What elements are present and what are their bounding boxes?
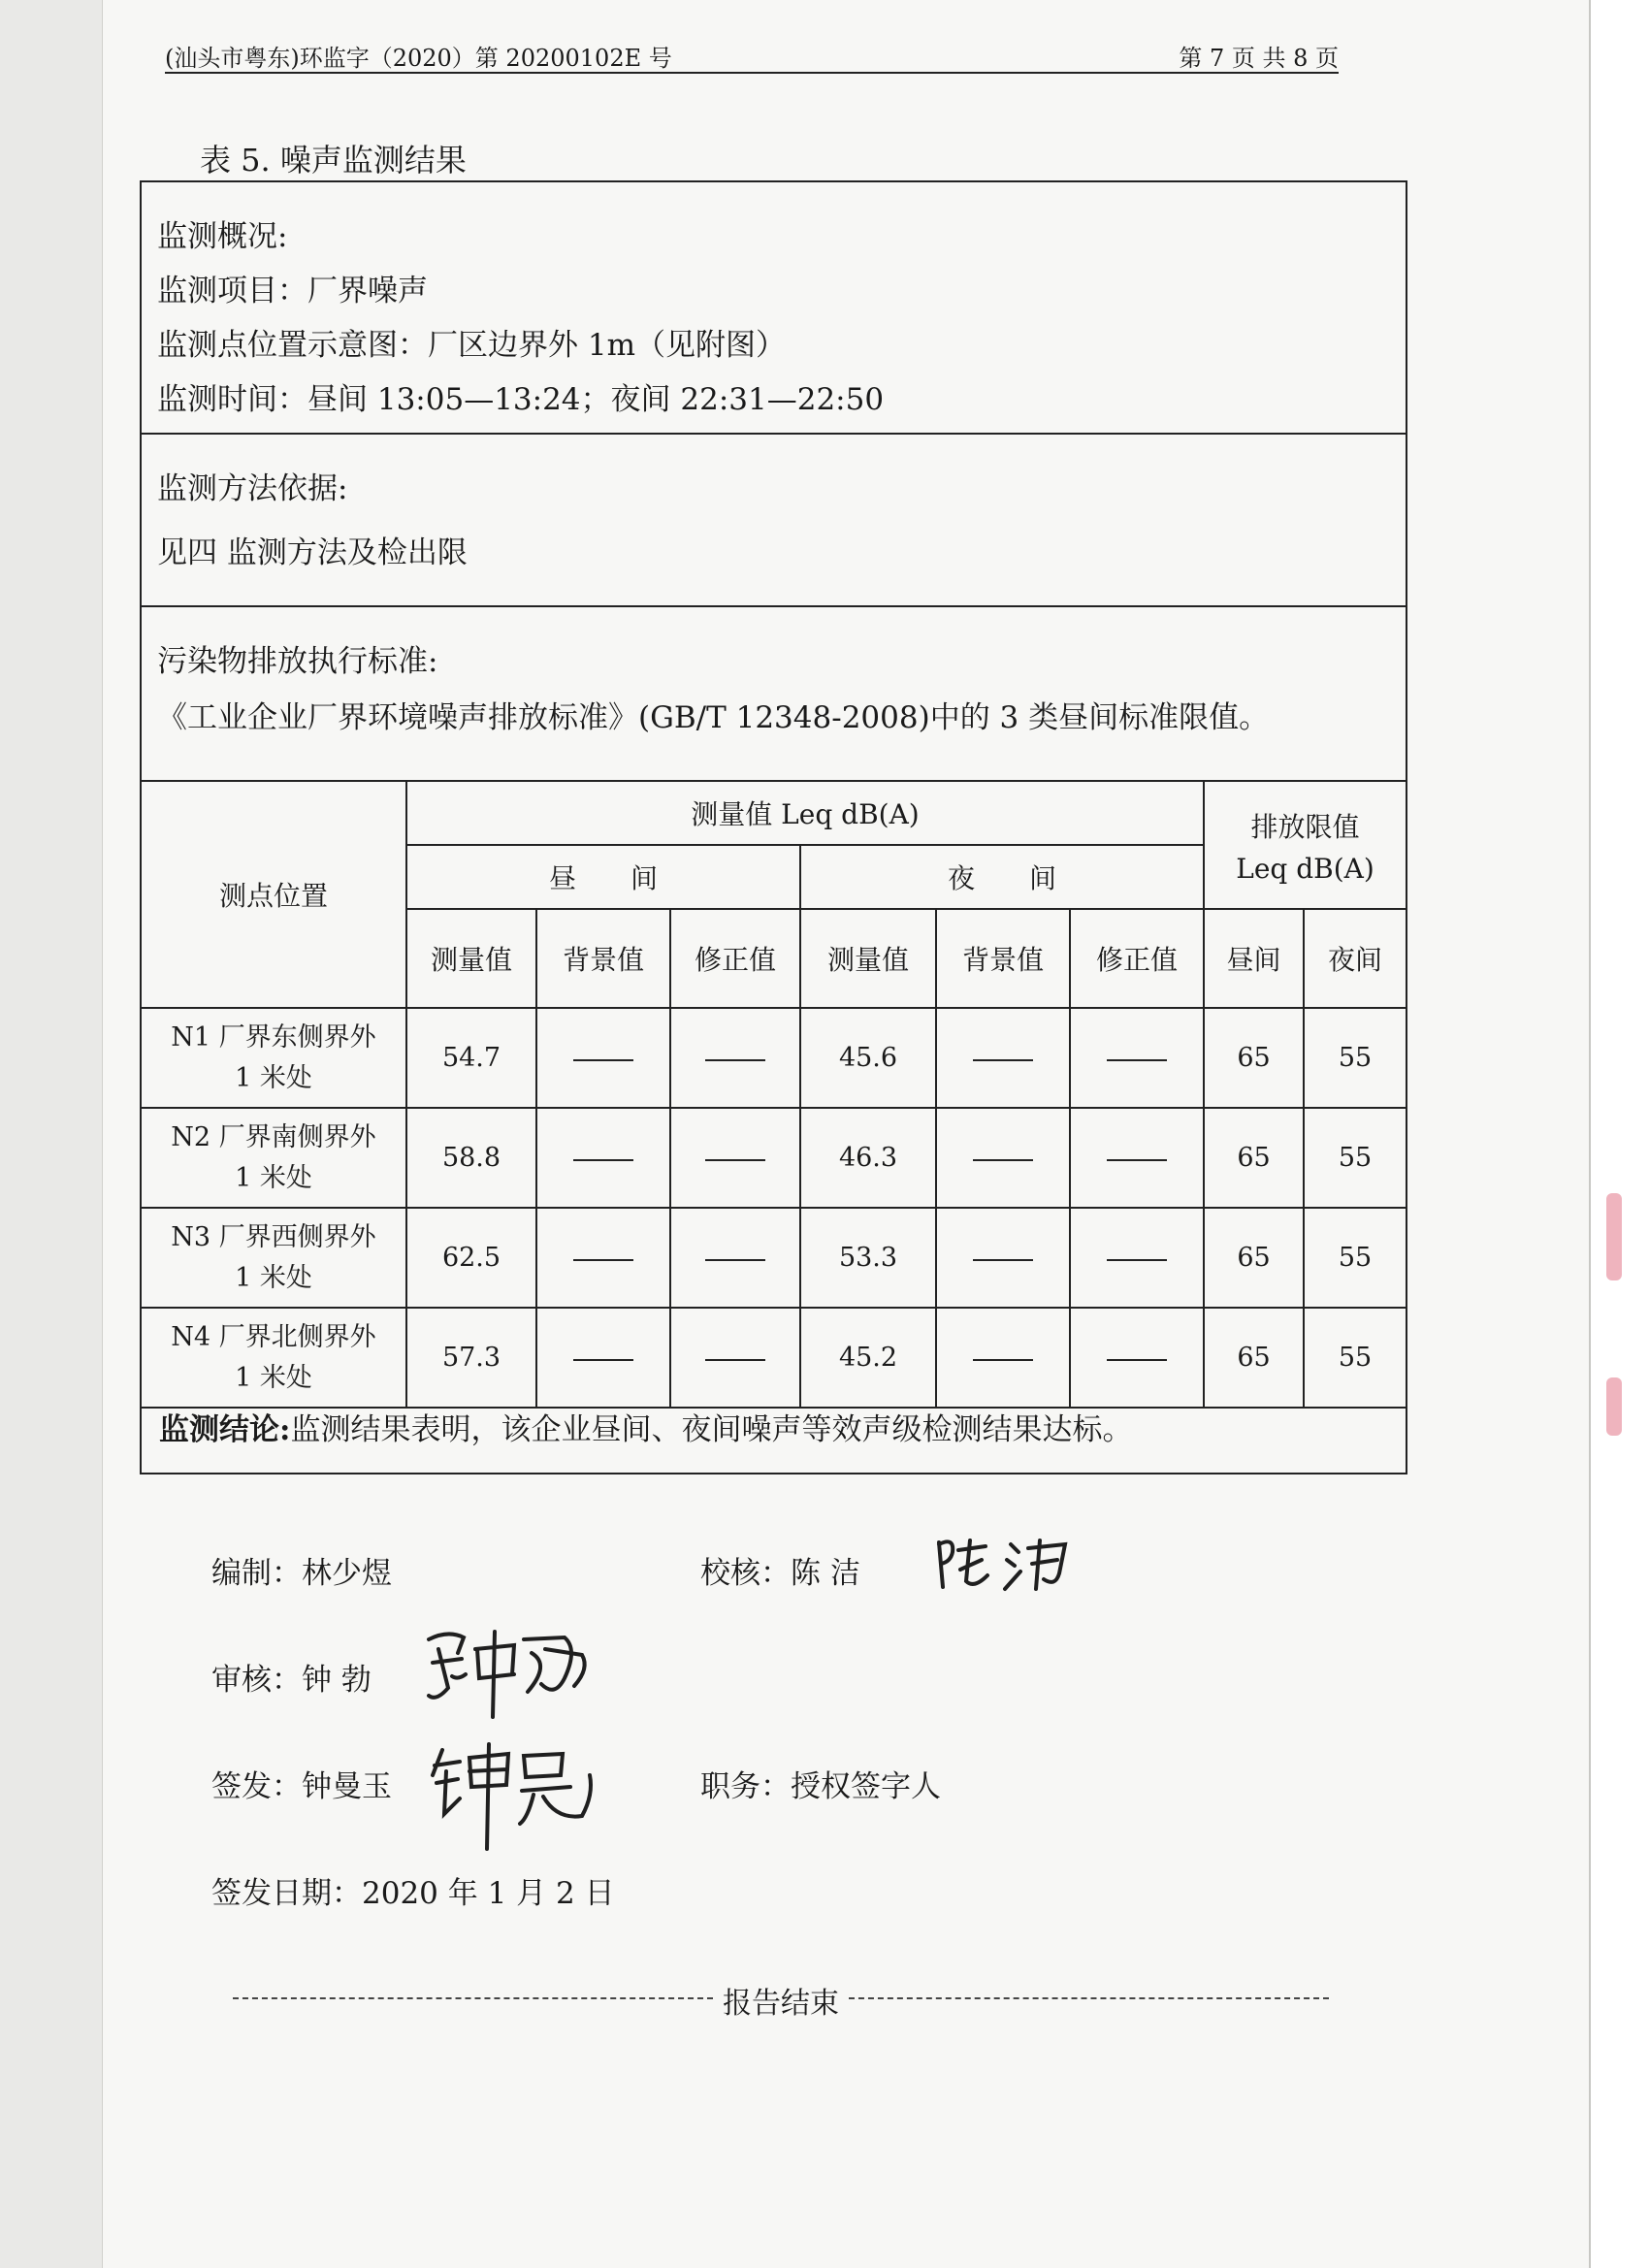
scan-edge-right [1589, 0, 1649, 2268]
overview-section [142, 182, 1406, 435]
limit-day: 65 [1204, 1008, 1304, 1108]
issued-by: 签发：钟曼玉 [211, 1769, 392, 1804]
day-measured: 58.8 [406, 1108, 536, 1208]
noise-table [140, 780, 1407, 1409]
page-header [165, 35, 1339, 74]
night-background [936, 1008, 1070, 1108]
limit-night: 55 [1304, 1008, 1406, 1108]
issue-date: 签发日期：2020 年 1 月 2 日 [211, 1876, 615, 1911]
standard-text: 《工业企业厂界环境噪声排放标准》(GB/T 12348-2008)中的 3 类昼间标准限值。 [157, 700, 1270, 735]
scan-edge-left [0, 0, 103, 2268]
night-measured: 45.2 [800, 1308, 936, 1408]
header-measurement-group: 测量值 Leq dB(A) [406, 781, 1204, 845]
header-night: 夜 间 [800, 845, 1204, 909]
night-measured: 53.3 [800, 1208, 936, 1308]
sub-limit-day: 昼间 [1204, 909, 1304, 1008]
header-day: 昼 间 [406, 845, 800, 909]
overview-heading: 监测概况: [157, 219, 288, 254]
checked-by: 校核：陈 洁 [700, 1556, 860, 1591]
row-location [141, 1008, 406, 1108]
night-corrected [1070, 1208, 1204, 1308]
day-measured: 62.5 [406, 1208, 536, 1308]
night-corrected [1070, 1108, 1204, 1208]
day-background [536, 1208, 670, 1308]
table-title: 表 5. 噪声监测结果 [200, 142, 467, 178]
conclusion-line [159, 1405, 1132, 1448]
limit-day: 65 [1204, 1208, 1304, 1308]
conclusion-label: 监测结论: [159, 1412, 291, 1447]
method-heading: 监测方法依据: [157, 471, 348, 506]
sub-measured-night: 测量值 [800, 909, 936, 1008]
empty-dash [973, 1159, 1033, 1161]
empty-dash [573, 1159, 633, 1161]
monitoring-location: 监测点位置示意图：厂区边界外 1m（见附图） [157, 328, 786, 363]
day-corrected [670, 1008, 800, 1108]
empty-dash [1107, 1159, 1167, 1161]
empty-dash [973, 1259, 1033, 1261]
empty-dash [705, 1059, 765, 1061]
compiled-by: 编制：林少煜 [211, 1556, 392, 1591]
location-name: N3 厂界西侧界外 [171, 1221, 376, 1252]
report-end-line [233, 1979, 1329, 2021]
limit-night: 55 [1304, 1108, 1406, 1208]
empty-dash [705, 1359, 765, 1361]
sub-corrected-night: 修正值 [1070, 909, 1204, 1008]
monitoring-item: 监测项目：厂界噪声 [157, 274, 428, 308]
location-distance: 1 米处 [235, 1162, 312, 1193]
day-background [536, 1008, 670, 1108]
stamp-fragment [1606, 1377, 1622, 1436]
empty-dash [973, 1059, 1033, 1061]
empty-dash [1107, 1259, 1167, 1261]
method-text: 见四 监测方法及检出限 [157, 535, 468, 570]
day-corrected [670, 1208, 800, 1308]
sub-background-night: 背景值 [936, 909, 1070, 1008]
method-section [142, 435, 1406, 607]
location-distance: 1 米处 [235, 1062, 312, 1093]
noise-result-frame [140, 180, 1407, 1474]
row-location [141, 1108, 406, 1208]
limit-day: 65 [1204, 1308, 1304, 1408]
reviewed-by: 审核：钟 勃 [211, 1663, 372, 1698]
limit-night: 55 [1304, 1208, 1406, 1308]
day-background [536, 1108, 670, 1208]
day-corrected [670, 1108, 800, 1208]
row-location [141, 1208, 406, 1308]
night-background [936, 1208, 1070, 1308]
location-name: N1 厂界东侧界外 [171, 1021, 376, 1053]
empty-dash [573, 1059, 633, 1061]
standard-heading: 污染物排放执行标准: [157, 644, 438, 679]
location-name: N2 厂界南侧界外 [171, 1121, 376, 1152]
night-measured: 45.6 [800, 1008, 936, 1108]
night-background [936, 1108, 1070, 1208]
page-info: 第 7 页 共 8 页 [1179, 45, 1339, 72]
header-limit-group [1204, 781, 1406, 909]
empty-dash [1107, 1059, 1167, 1061]
header-limit-line1: 排放限值 [1250, 810, 1360, 843]
table-row [141, 1208, 1406, 1308]
signature-issuer [427, 1736, 601, 1853]
location-name: N4 厂界北侧界外 [171, 1321, 376, 1352]
monitoring-time: 监测时间：昼间 13:05—13:24；夜间 22:31—22:50 [157, 382, 885, 417]
empty-dash [705, 1159, 765, 1161]
table-row [141, 1108, 1406, 1208]
sub-corrected-day: 修正值 [670, 909, 800, 1008]
issuer-position: 职务：授权签字人 [700, 1769, 941, 1804]
document-number: (汕头市粤东)环监字（2020）第 20200102E 号 [165, 45, 672, 72]
table-row [141, 1008, 1406, 1108]
night-measured: 46.3 [800, 1108, 936, 1208]
conclusion-text: 监测结果表明，该企业昼间、夜间噪声等效声级检测结果达标。 [290, 1412, 1133, 1447]
limit-day: 65 [1204, 1108, 1304, 1208]
empty-dash [705, 1259, 765, 1261]
empty-dash [973, 1359, 1033, 1361]
report-end-label: 报告结束 [723, 1987, 839, 2021]
sub-background-day: 背景值 [536, 909, 670, 1008]
night-corrected [1070, 1008, 1204, 1108]
conclusion-section [142, 1381, 1406, 1473]
location-distance: 1 米处 [235, 1262, 312, 1293]
sub-measured-day: 测量值 [406, 909, 536, 1008]
stamp-fragment [1606, 1193, 1622, 1280]
limit-night: 55 [1304, 1308, 1406, 1408]
empty-dash [573, 1259, 633, 1261]
header-location: 测点位置 [141, 781, 406, 1008]
day-measured: 54.7 [406, 1008, 536, 1108]
day-measured: 57.3 [406, 1308, 536, 1408]
location-distance: 1 米处 [235, 1362, 312, 1393]
sub-limit-night: 夜间 [1304, 909, 1406, 1008]
header-limit-line2: Leq dB(A) [1236, 852, 1374, 885]
empty-dash [573, 1359, 633, 1361]
signature-checker [931, 1531, 1077, 1599]
empty-dash [1107, 1359, 1167, 1361]
signature-reviewer [419, 1620, 594, 1727]
